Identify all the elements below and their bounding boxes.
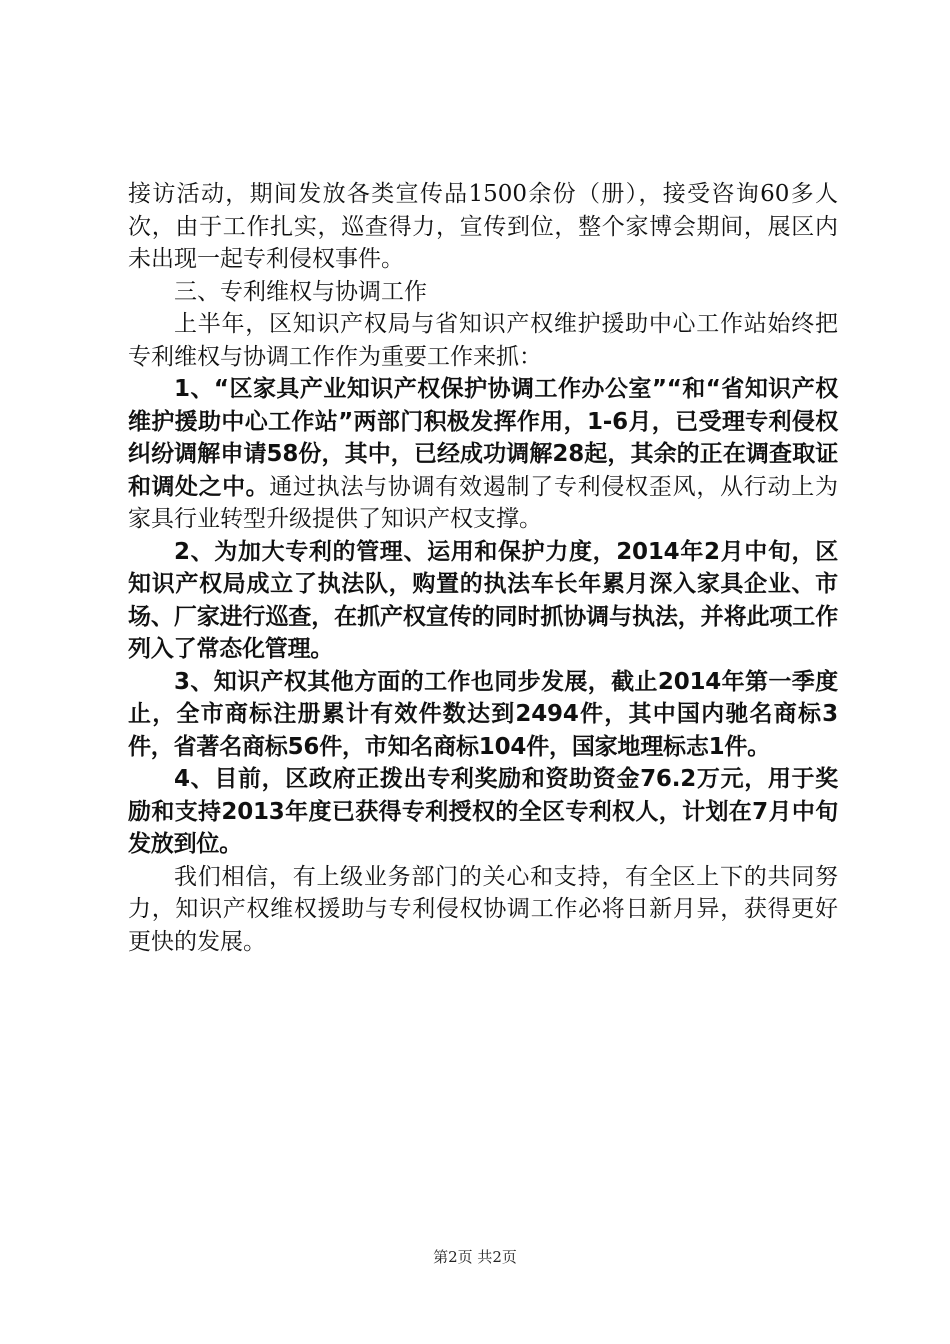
- paragraph-intro: 上半年，区知识产权局与省知识产权维护援助中心工作站始终把专利维权与协调工作作为重要工作来抓：: [128, 311, 838, 370]
- section-heading: 三、专利维权与协调工作: [174, 278, 427, 305]
- item-1-bold-text: 1、“区家具产业知识产权保护协调工作办公室”“和“省知识产权维护援助中心工作站”两部门积极发挥作用，1-6月，已受理专利侵权纠纷调解申请58份，其中，已经成功调解28起，其余的正在调查取证和调处之中。: [128, 376, 838, 500]
- paragraph-item-1: [128, 373, 838, 536]
- paragraph-item-2: 2、为加大专利的管理、运用和保护力度，2014年2月中旬，区知识产权局成立了执法队，购置的执法车长年累月深入家具企业、市场、厂家进行巡查，在抓产权宣传的同时抓协调与执法，并将此项工作列入了常态化管理。: [128, 538, 838, 662]
- page-footer: 第2页 共2页: [433, 1248, 517, 1266]
- paragraph-item-3: 3、知识产权其他方面的工作也同步发展，截止2014年第一季度止，全市商标注册累计有效件数达到2494件，其中国内驰名商标3件，省著名商标56件，市知名商标104件，国家地理标志1件。: [128, 668, 838, 760]
- paragraph-item-4: 4、目前，区政府正拨出专利奖励和资助资金76.2万元，用于奖励和支持2013年度已获得专利授权的全区专利权人，计划在7月中旬发放到位。: [128, 766, 838, 857]
- document-body: [128, 178, 838, 958]
- paragraph-closing: 我们相信，有上级业务部门的关心和支持，有全区上下的共同努力，知识产权维权援助与专利侵权协调工作必将日新月异，获得更好更快的发展。: [128, 863, 838, 955]
- paragraph-continuation: 接访活动，期间发放各类宣传品1500余份（册），接受咨询60多人次，由于工作扎实，巡查得力，宣传到位，整个家博会期间，展区内未出现一起专利侵权事件。: [128, 181, 838, 272]
- item-1-normal-text: 通过执法与协调有效遏制了专利侵权歪风，从行动上为家具行业转型升级提供了知识产权支撑。: [128, 473, 838, 532]
